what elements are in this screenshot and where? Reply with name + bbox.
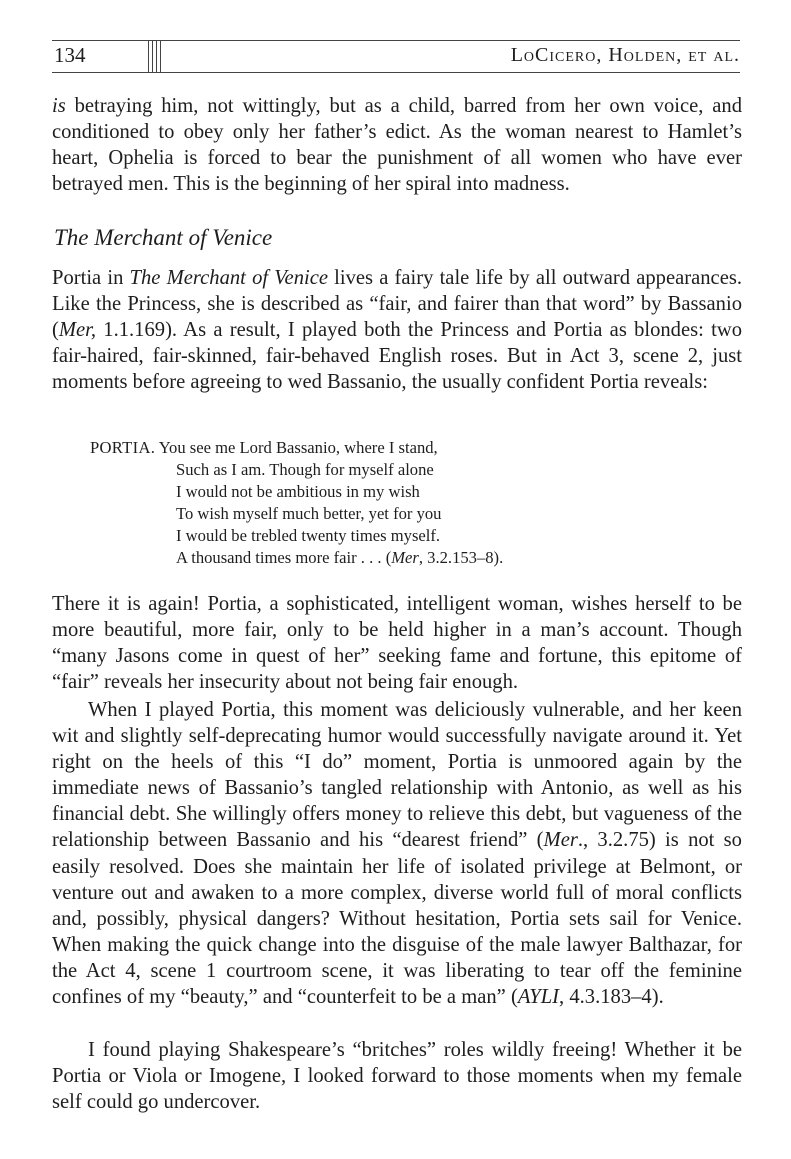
verse-line: Such as I am. Though for myself alone	[176, 460, 434, 479]
citation-abbrev: AYLI	[517, 986, 560, 1009]
citation-abbrev: Mer	[543, 829, 578, 852]
citation-abbrev: Mer	[391, 548, 419, 567]
paragraph-text: lives a fairy tale life by all outward appearances. Like the Princess, she is described as “fair, and fairer than that word” by Bassanio (	[52, 267, 742, 342]
play-title: The Merchant of Venice	[129, 267, 328, 289]
header-divider-bar	[156, 40, 157, 73]
paragraph-text: When I played Portia, this moment was deliciously vulnerable, and her keen wit and slightly self-deprecating humor would successfully navigate around it. Yet right on the heels of this “I do” moment, Portia is unmoored again by the immediate news of Bassanio’s tangled relationship with Antonio, as well as his financial debt. She willingly offers money to relieve this debt, but vagueness of the relationship between Bassanio and his “dearest friend” (	[52, 699, 742, 852]
running-head-authors: LoCicero, Holden, et al.	[510, 44, 740, 66]
citation-abbrev: Mer,	[58, 319, 97, 342]
paragraph-ophelia	[52, 93, 742, 197]
speaker-name: PORTIA.	[90, 438, 156, 457]
verse-line: I would be trebled twenty times myself.	[176, 526, 441, 545]
paragraph-portia-intro	[52, 265, 742, 395]
paragraph-text: , 4.3.183–4).	[559, 986, 664, 1009]
verse-line: To wish myself much better, yet for you	[176, 504, 442, 523]
paragraph-britches-roles	[52, 1037, 742, 1115]
paragraph-there-it-is	[52, 591, 742, 695]
verse-line: A thousand times more fair . . . (Mer, 3.2.153–8).	[176, 548, 504, 567]
verse-line: PORTIA. You see me Lord Bassanio, where I stand,	[90, 438, 438, 457]
paragraph-text: There it is again! Portia, a sophisticated, intelligent woman, wishes herself to be more beautiful, more fair, only to be held higher in a man’s account. Though “many Jasons come in quest of her” seeking fame and fortune, this epitome of “fair” reveals her insecurity about not being fair enough.	[52, 593, 742, 694]
paragraph-text: 1.1.169). As a result, I played both the Princess and Portia as blondes: two fair-haired, fair-skinned, fair-behaved English roses. But in Act 3, scene 2, just moments before agreeing to wed Bassanio, the usually confident Portia reveals:	[52, 319, 742, 394]
verse-line: I would not be ambitious in my wish	[176, 482, 420, 501]
running-header	[52, 40, 740, 74]
paragraph-text: betraying him, not wittingly, but as a child, barred from her own voice, and conditioned to obey only her father’s edict. As the woman nearest to Hamlet’s heart, Ophelia is forced to bear the punishment of all women who have ever betrayed men. This is the beginning of her spiral into madness.	[52, 95, 742, 196]
header-divider-bar	[152, 40, 153, 73]
header-divider-bar	[148, 40, 149, 73]
verse-quotation	[90, 437, 503, 569]
page-number: 134	[54, 43, 86, 67]
paragraph-text: ., 3.2.75) is not so easily resolved. Does she maintain her life of isolated privilege at Belmont, or venture out and awaken to a more complex, diverse world full of moral conflicts and, possibly, physical dangers? Without hesitation, Portia sets sail for Venice. When making the quick change into the disguise of the male lawyer Balthazar, for the Act 4, scene 1 courtroom scene, it was liberating to tear off the feminine confines of my “beauty,” and “counterfeit to be a man” (	[52, 829, 742, 1009]
paragraph-lead-word: is	[52, 95, 66, 117]
paragraph-text: Portia in	[52, 267, 130, 289]
paragraph-text: I found playing Shakespeare’s “britches” roles wildly freeing! Whether it be Portia or Viola or Imogene, I looked forward to those moments when my female self could go undercover.	[52, 1039, 742, 1114]
section-heading: The Merchant of Venice	[54, 225, 273, 250]
paragraph-played-portia	[52, 697, 742, 1010]
header-divider-bar	[160, 40, 161, 73]
